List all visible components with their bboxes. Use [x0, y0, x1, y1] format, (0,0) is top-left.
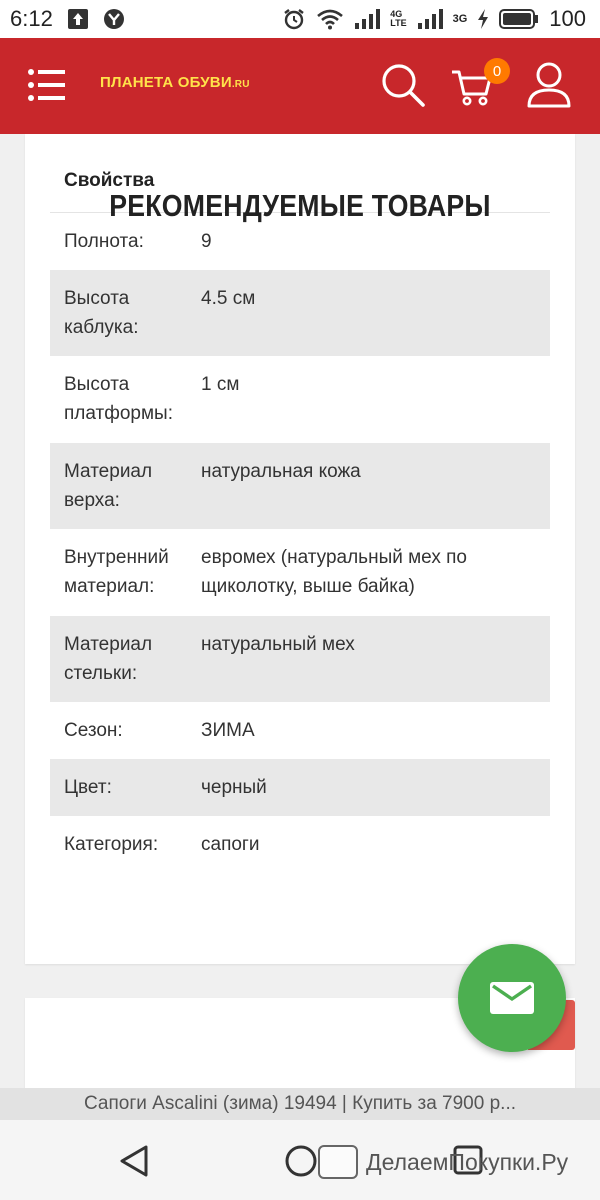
property-row: [50, 702, 550, 759]
feedback-mail-button[interactable]: [458, 944, 566, 1052]
property-value: сапоги: [201, 834, 260, 855]
user-icon: [526, 60, 572, 110]
property-value: черный: [201, 777, 267, 798]
site-logo[interactable]: [100, 74, 250, 91]
property-row: [50, 529, 550, 616]
property-row: [50, 616, 550, 702]
search-icon: [380, 62, 426, 108]
battery-percent: 100: [549, 6, 586, 31]
logo-suffix: .RU: [231, 79, 250, 90]
properties-title: Свойства: [64, 170, 155, 191]
property-label: Материал верха:: [64, 461, 153, 511]
network-3g-label: 3G: [452, 12, 468, 25]
account-button[interactable]: [526, 60, 572, 110]
property-value: натуральный мех: [201, 634, 355, 655]
property-label: Цвет:: [64, 777, 112, 798]
search-button[interactable]: [380, 62, 426, 108]
battery-icon: [499, 8, 539, 30]
status-bar: [0, 0, 600, 38]
watermark: [318, 1142, 568, 1182]
signal-icon-2: [417, 9, 443, 29]
menu-icon: [28, 68, 66, 102]
status-time: 6:12: [10, 6, 53, 31]
back-triangle-icon: [118, 1144, 150, 1178]
alarm-icon: [282, 7, 306, 31]
page-content[interactable]: [0, 134, 600, 1088]
nav-home-button[interactable]: [284, 1144, 318, 1178]
signal-icon: [354, 9, 380, 29]
properties-card: [25, 134, 575, 964]
logo-text: ПЛАНЕТА ОБУВИ: [100, 74, 232, 91]
app-header: [0, 38, 600, 134]
property-label: Внутренний материал:: [64, 547, 169, 597]
property-value: 9: [201, 231, 212, 252]
properties-table: [50, 213, 550, 873]
property-label: Высота платформы:: [64, 374, 173, 424]
property-label: Полнота:: [64, 231, 144, 252]
home-circle-icon: [284, 1144, 318, 1178]
nav-back-button[interactable]: [118, 1144, 150, 1178]
mail-icon: [490, 982, 534, 1014]
property-label: Высота каблука:: [64, 288, 139, 338]
upload-notification-icon: [67, 8, 89, 30]
property-label: Сезон:: [64, 720, 123, 741]
property-row: [50, 356, 550, 443]
property-value: натуральная кожа: [201, 461, 361, 482]
property-label: Материал стельки:: [64, 634, 153, 684]
charging-icon: [477, 9, 489, 29]
cart-count-badge: 0: [484, 58, 510, 84]
watermark-wallet-icon: [318, 1145, 358, 1179]
property-label: Категория:: [64, 834, 159, 855]
property-row: [50, 443, 550, 529]
wifi-icon: [316, 8, 344, 30]
yandex-notification-icon: [103, 8, 125, 30]
watermark-text: ДелаемПокупки.Ру: [366, 1148, 569, 1175]
property-value: евромех (натуральный мех по щиколотку, выше байка): [201, 547, 467, 597]
property-row: [50, 759, 550, 816]
page-title-strip: Сапоги Ascalini (зима) 19494 | Купить за 7900 р...: [0, 1088, 600, 1120]
property-row: [50, 816, 550, 873]
property-value: 4.5 см: [201, 288, 256, 309]
network-4g-label: 4G LTE: [390, 9, 407, 28]
menu-button[interactable]: [28, 68, 66, 102]
property-row: [50, 270, 550, 356]
recommended-title: РЕКОМЕНДУЕМЫЕ ТОВАРЫ: [109, 188, 491, 223]
property-value: 1 см: [201, 374, 240, 395]
property-value: ЗИМА: [201, 720, 255, 741]
